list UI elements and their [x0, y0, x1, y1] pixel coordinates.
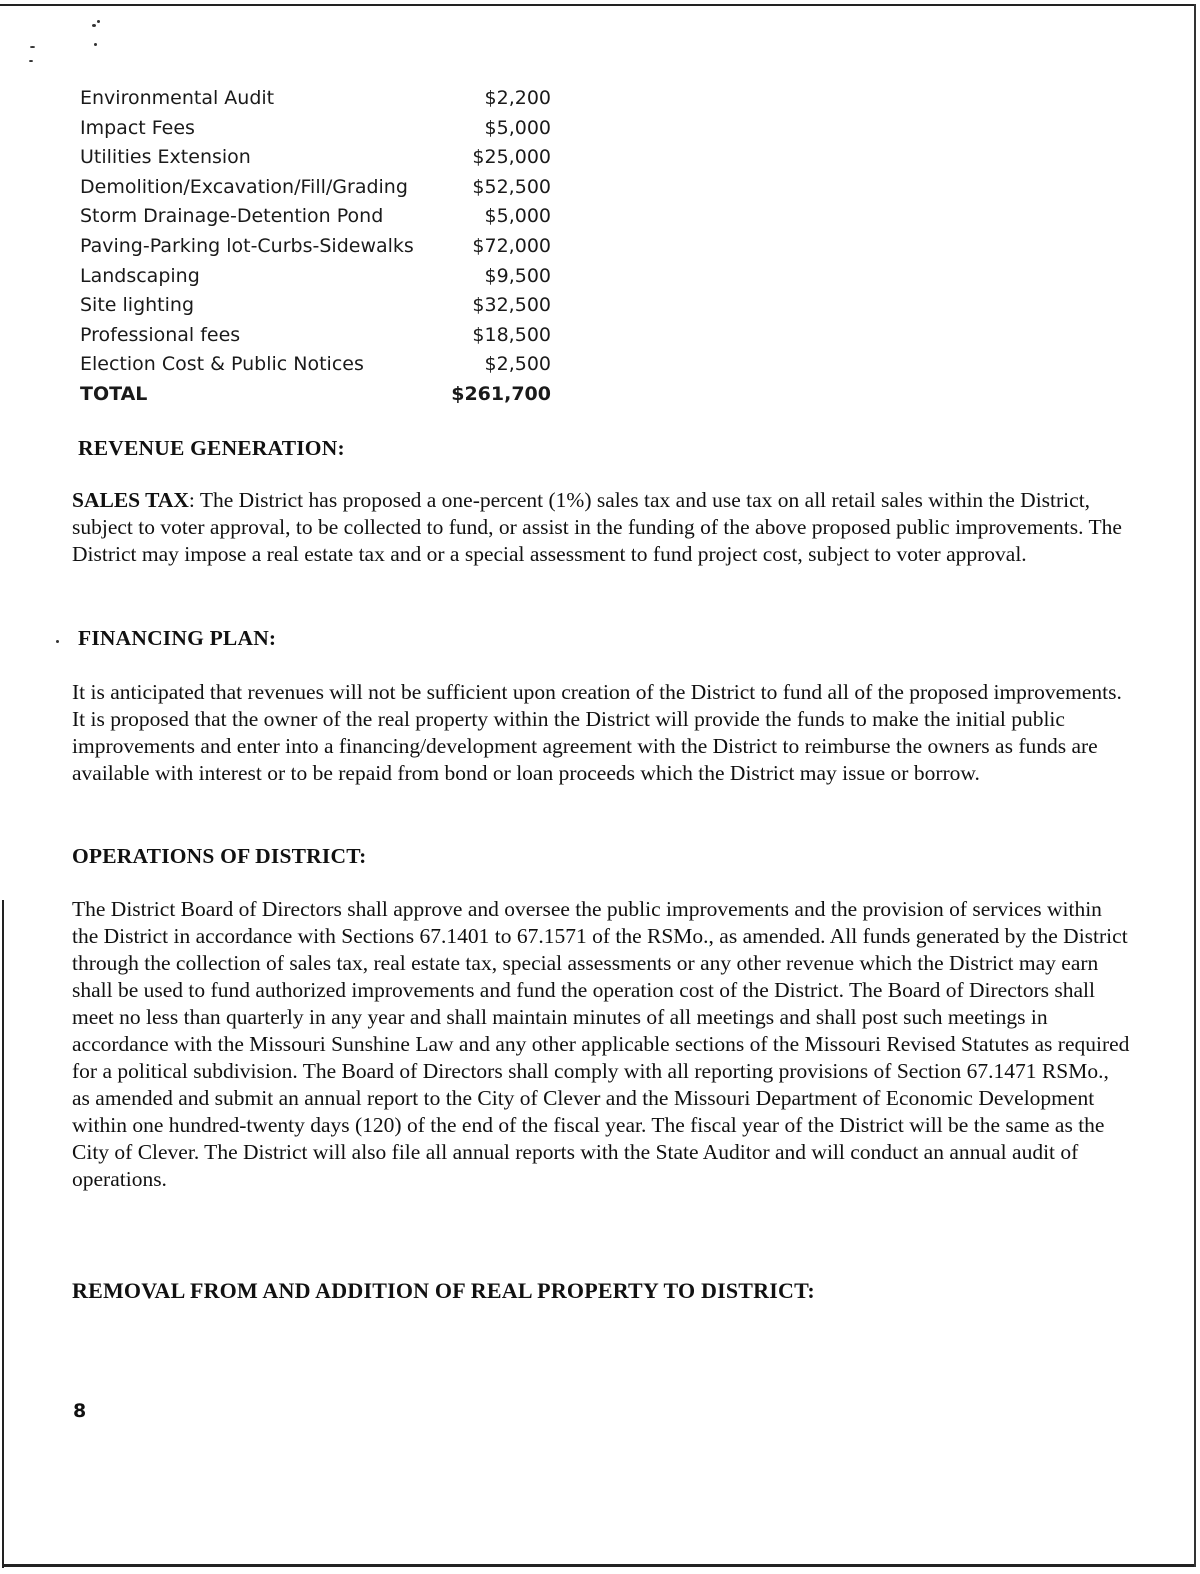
- page-border-top: [0, 4, 1196, 6]
- cost-item: Environmental Audit: [80, 87, 275, 109]
- sales-tax-paragraph: [72, 487, 1132, 568]
- scan-speck: [97, 20, 100, 23]
- cost-amount: $5,000: [484, 116, 551, 139]
- cost-row: [80, 202, 560, 232]
- cost-row: [80, 291, 560, 321]
- cost-row: [80, 262, 560, 292]
- cost-amount: $52,500: [472, 175, 551, 198]
- cost-total-amount: $261,700: [451, 382, 551, 405]
- page-border-bottom: [2, 1564, 1194, 1567]
- cost-row: [80, 232, 560, 262]
- cost-row: [80, 321, 560, 351]
- financing-plan-text: It is anticipated that revenues will not be sufficient upon creation of the District to fund all of the proposed improvements. It is proposed that the owner of the real property within the District will provide the funds to make the initial public improvements and enter into a financing/development agreement with the District to reimburse the owners as funds are available with interest or to be repaid from bond or loan proceeds which the District may issue or borrow.: [72, 680, 1122, 785]
- cost-amount: $9,500: [484, 264, 551, 287]
- operations-text: The District Board of Directors shall approve and oversee the public improvements and the provision of services within the District in accordance with Sections 67.1401 to 67.1571 of the RSMo., as amended. All funds generated by the District through the collection of sales tax, real estate tax, special assessments or any other revenue which the District may earn shall be used to fund authorized improvements and fund the operation cost of the District. The Board of Directors shall meet no less than quarterly in any year and shall maintain minutes of all meetings and shall post such meetings in accordance with the Missouri Sunshine Law and any other applicable sections of the Missouri Revised Statutes as required for a political subdivision. The Board of Directors shall comply with all reporting provisions of Section 67.1471 RSMo., as amended and submit an annual report to the City of Clever and the Missouri Department of Economic Development within one hundred-twenty days (120) of the end of the fiscal year. The fiscal year of the District will be the same as the City of Clever. The District will also file all annual reports with the State Auditor and will conduct an annual audit of operations.: [72, 897, 1130, 1191]
- cost-amount: $18,500: [472, 323, 551, 346]
- cost-row: [80, 114, 560, 144]
- scan-speck: [29, 60, 33, 62]
- cost-amount: $2,500: [484, 353, 551, 376]
- scan-speck: [30, 46, 35, 48]
- cost-item: Site lighting: [80, 294, 195, 317]
- financing-plan-heading: FINANCING PLAN:: [78, 626, 277, 650]
- cost-item: Demolition/Excavation/Fill/Grading: [80, 175, 408, 198]
- cost-total-row: [80, 380, 560, 410]
- operations-paragraph: [72, 896, 1132, 1193]
- cost-row: [80, 173, 560, 203]
- scan-speck: [92, 24, 96, 27]
- sales-tax-body: : The District has proposed a one-percent (1%) sales tax and use tax on all retail sales within the District, subject to voter approval, to be collected to fund, or assist in the funding of the above proposed public improvements. The District may impose a real estate tax and or a special assessment to fund project cost, subject to voter approval.: [72, 488, 1122, 566]
- financing-plan-paragraph: [72, 679, 1132, 787]
- cost-amount: $2,200: [484, 87, 551, 109]
- cost-total-label: TOTAL: [80, 382, 148, 405]
- cost-item: Paving-Parking lot-Curbs-Sidewalks: [80, 234, 414, 257]
- cost-amount: $25,000: [472, 146, 551, 169]
- cost-item: Professional fees: [80, 323, 241, 346]
- cost-item: Storm Drainage-Detention Pond: [80, 205, 384, 228]
- cost-row: [80, 84, 560, 114]
- cost-row: [80, 143, 560, 173]
- cost-item: Election Cost & Public Notices: [80, 353, 364, 376]
- sales-tax-text: [72, 487, 1132, 568]
- removal-heading: REMOVAL FROM AND ADDITION OF REAL PROPERTY TO DISTRICT:: [72, 1278, 815, 1303]
- cost-item: Landscaping: [80, 264, 200, 287]
- cost-item: Impact Fees: [80, 116, 195, 139]
- scan-speck: [94, 43, 97, 46]
- cost-table: [80, 84, 560, 410]
- cost-amount: $72,000: [472, 234, 551, 257]
- page-border-left: [2, 900, 4, 1568]
- revenue-generation-heading: REVENUE GENERATION:: [78, 436, 345, 460]
- page-number: 8: [73, 1400, 87, 1422]
- cost-amount: $32,500: [472, 294, 551, 317]
- operations-heading: OPERATIONS OF DISTRICT:: [72, 844, 367, 868]
- cost-item: Utilities Extension: [80, 146, 251, 169]
- scan-speck: [56, 640, 59, 643]
- sales-tax-label: SALES TAX: [72, 488, 189, 512]
- page-border-right: [1194, 4, 1196, 1567]
- cost-amount: $5,000: [484, 205, 551, 228]
- cost-row: [80, 350, 560, 380]
